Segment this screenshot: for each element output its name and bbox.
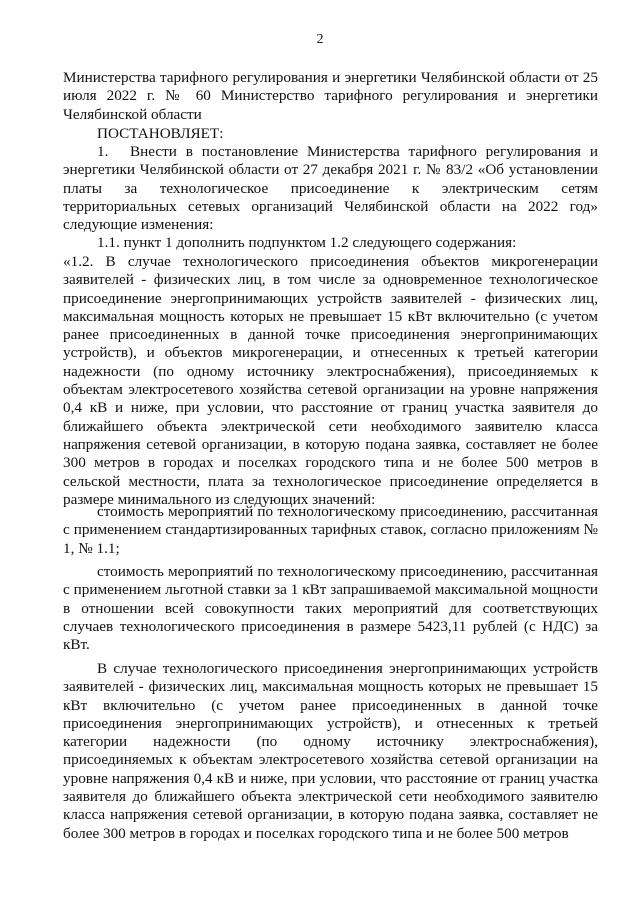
intro-paragraph xyxy=(63,69,598,124)
final-text: В случае технологического присоединения энергопринимающих устройств заявителей - физических лиц, максимальная мощность которых не превышает 15 кВт включительно (с учетом ранее присоединенных в данной точке присоединения энергопринимающих устройств), и отнесенных к третьей категории надежности (по одному источнику электроснабжения), присоединяемых к объектам электросетевого хозяйства сетевой организации на уровне напряжения 0,4 кВ и ниже, при условии, что расстояние от границ участка заявителя до ближайшего объекта электрической сети необходимого заявителю класса напряжения сетевой организации, в которую подана заявка, составляет не более 300 метров в городах и поселках городского типа и не более 500 метров xyxy=(63,660,598,842)
intro-text: Министерства тарифного регулирования и энергетики Челябинской области от 25 июля 2022 г. № 60 Министерство тарифного регулирования и энергетики Челябинской области xyxy=(63,69,598,123)
item-1-text: Внести в постановление Министерства тарифного регулирования и энергетики Челябинской области от 27 декабря 2021 г. № 83/2 «Об установлении платы за технологическое присоединение к электрическим сетям территориальных сетевых организаций Челябинской области на 2022 год» следующие изменения: xyxy=(63,143,598,234)
cost-option-1-paragraph xyxy=(63,503,598,558)
quote-paragraph xyxy=(63,253,598,509)
quote-text: «1.2. В случае технологического присоединения объектов микрогенерации заявителей - физических лиц, в том числе за одновременное технологическое присоединение энергопринимающих устройств заявителей - физических лиц, максимальная мощность которых не превышает 15 кВт включительно (с учетом ранее присоединенных в данной точке присоединения энергопринимающих устройств), и объектов микрогенерации, и отнесенных к третьей категории надежности (по одному источнику электроснабжения), присоединяемых к объектам электросетевого хозяйства сетевой организации на уровне напряжения 0,4 кВ и ниже, при условии, что расстояние от границ участка заявителя до ближайшего объекта электрической сети необходимого заявителю класса напряжения сетевой организации, в которую подана заявка, составляет не более 300 метров в городах и поселках городского типа и не более 500 метров в сельской местности, плата за технологическое присоединение определяется в размере минимального из следующих значений: xyxy=(63,253,598,508)
subitem-1-1-paragraph xyxy=(63,234,598,252)
item-1-number: 1. xyxy=(97,143,109,160)
postanovlyaet-heading: ПОСТАНОВЛЯЕТ: xyxy=(97,125,224,142)
cost-option-1-text: стоимость мероприятий по технологическому присоединению, рассчитанная с применением стандартизированных тарифных ставок, согласно приложениям № 1, № 1.1; xyxy=(63,503,598,557)
item-1-body xyxy=(63,143,598,234)
cost-option-2-paragraph xyxy=(63,563,598,654)
item-1-paragraph xyxy=(63,143,598,234)
cost-option-2-text: стоимость мероприятий по технологическому присоединению, рассчитанная с применением льготной ставки за 1 кВт запрашиваемой максимальной мощности в отношении всей совокупности таких мероприятий для соответствующих случаев технологического присоединения в размере 5423,11 рублей (с НДС) за кВт. xyxy=(63,563,598,654)
page-number: 2 xyxy=(316,32,324,47)
final-paragraph xyxy=(63,660,598,843)
subitem-1-1-text: 1.1. пункт 1 дополнить подпунктом 1.2 следующего содержания: xyxy=(97,234,517,251)
